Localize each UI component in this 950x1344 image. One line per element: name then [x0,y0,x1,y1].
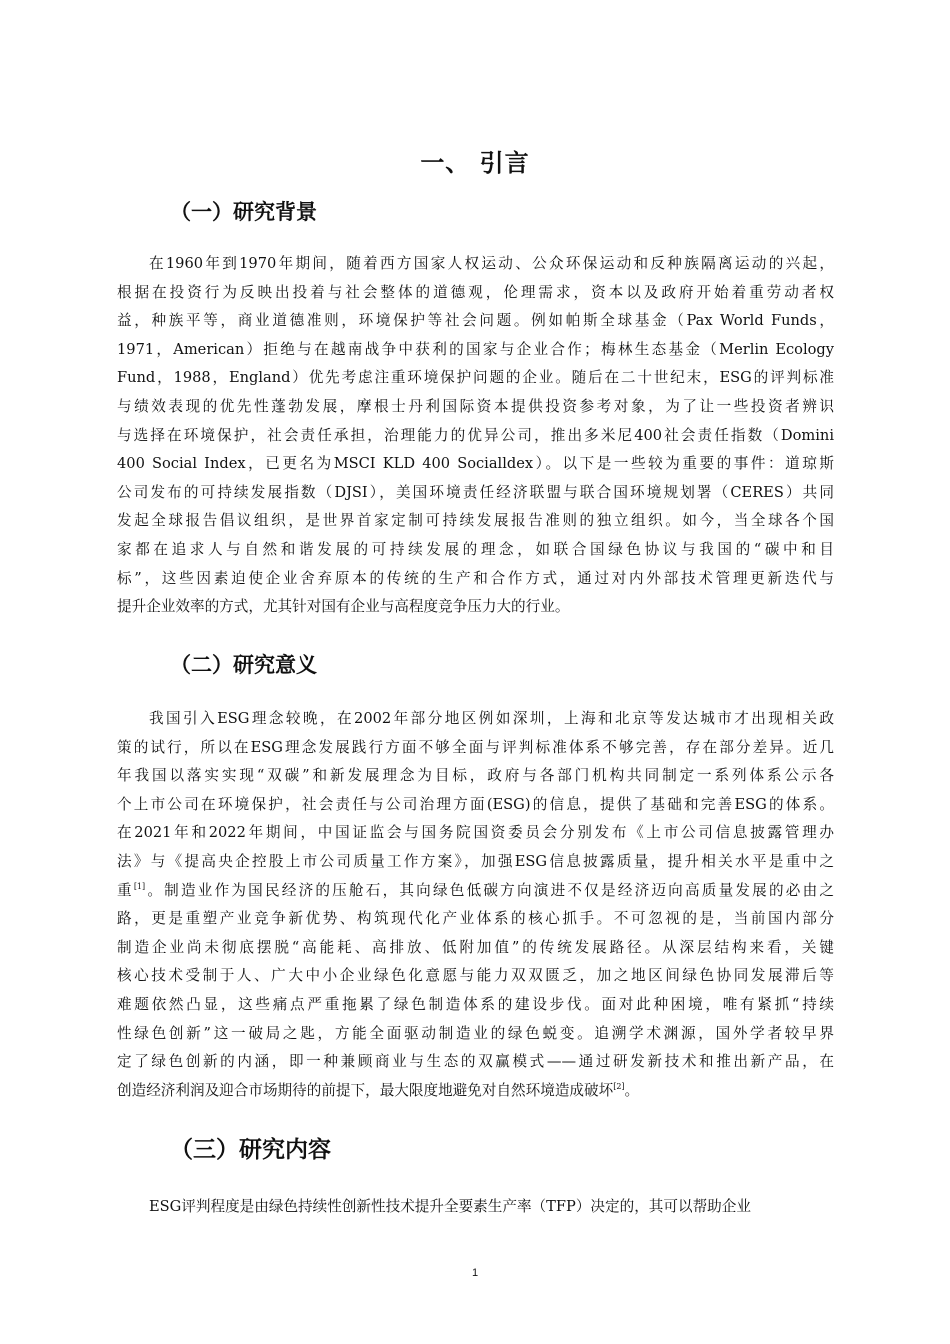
text-line: 根据在投资行为反映出投着与社会整体的道德观，伦理需求，资本以及政府开始着重劳动者权 [117,283,834,301]
section-title-background: （一）研究背景 [170,200,317,224]
text-segment: 创造经济利润及迎合市场期待的前提下，最大限度地避免对自然环境造成破坏 [117,1081,614,1099]
citation-ref[interactable]: [2] [613,1081,625,1091]
text-line: 与绩效表现的优先性蓬勃发展，摩根士丹利国际资本提供投资参考对象，为了让一些投资者辨识 [117,397,834,415]
text-line: 我国引入ESG理念较晚，在2002年部分地区例如深圳，上海和北京等发达城市才出现相关政 [149,710,834,727]
text-line: 发起全球报告倡议组织，是世界首家定制可持续发展报告准则的独立组织。如今，当全球各个国 [117,512,834,530]
text-line: 400 Social Index，已更名为MSCI KLD 400 Socialldex）。以下是一些较为重要的事件：道琼斯 [117,455,834,473]
text-line: 提升企业效率的方式，尤其针对国有企业与高程度竞争压力大的行业。 [117,598,570,616]
text-line [117,1077,834,1106]
text-line: 法》与《提高央企控股上市公司质量工作方案》，加强ESG信息披露质量，提升相关水平是重中之 [117,852,834,870]
text-line: 定了绿色创新的内涵，即一种兼顾商业与生态的双赢模式——通过研发新技术和推出新产品，在 [117,1053,834,1071]
text-line: 公司发布的可持续发展指数（DJSI），美国环境责任经济联盟与联合国环境规划署（CERES）共同 [117,483,834,501]
text-line: 标”，这些因素迫使企业舍弃原本的传统的生产和合作方式，通过对内外部技术管理更新迭代与 [117,569,834,587]
text-line: 家都在追求人与自然和谐发展的可持续发展的理念，如联合国绿色协议与我国的“碳中和目 [117,540,834,558]
text-line: Fund，1988，England）优先考虑注重环境保护问题的企业。随后在二十世纪末，ESG的评判标准 [117,369,834,387]
text-line: 制造企业尚未彻底摆脱“高能耗、高排放、低附加值”的传统发展路径。从深层结构来看，关键 [117,938,834,956]
paragraph-content [117,1193,834,1222]
text-line: 难题依然凸显，这些痛点严重拖累了绿色制造体系的建设步伐。面对此种困境，唯有紧抓“持续 [117,995,834,1013]
section-title-content: （三）研究内容 [170,1137,331,1163]
text-line: 与选择在环境保护，社会责任承担，治理能力的优异公司，推出多米尼400社会责任指数（Domini [117,426,834,444]
text-line: 路，更是重塑产业竞争新优势、构筑现代化产业体系的核心抓手。不可忽视的是，当前国内部分 [117,910,834,928]
section-title-significance: （二）研究意义 [170,653,317,677]
text-line [117,877,834,906]
text-line: 在2021年和2022年期间，中国证监会与国务院国资委员会分别发布《上市公司信息披露管理办 [117,824,834,842]
text-line: 个上市公司在环境保护，社会责任与公司治理方面(ESG)的信息，提供了基础和完善ESG的体系。 [117,795,834,813]
text-line: 年我国以落实实现“双碳”和新发展理念为目标，政府与各部门机构共同制定一系列体系公示各 [117,767,834,785]
text-segment: 。制造业作为国民经济的压舱石，其向绿色低碳方向演进不仅是经济迈向高质量发展的必由之 [145,881,834,899]
text-line: ESG评判程度是由绿色持续性创新性技术提升全要素生产率（TFP）决定的，其可以帮助企业 [149,1198,751,1215]
page-heading: 一、 引言 [420,149,530,177]
page-number: 1 [471,1267,479,1279]
text-segment: 。 [624,1081,640,1099]
text-line: 在1960年到1970年期间，随着西方国家人权运动、公众环保运动和反种族隔离运动的兴起， [149,255,834,272]
text-line: 策的试行，所以在ESG理念发展践行方面不够全面与评判标准体系不够完善，存在部分差异。近几 [117,738,834,756]
paragraph-background [117,250,834,622]
text-line: 核心技术受制于人、广大中小企业绿色化意愿与能力双双匮乏，加之地区间绿色协同发展滞后等 [117,967,834,985]
text-line: 1971，American）拒绝与在越南战争中获利的国家与企业合作；梅林生态基金（Merlin Ecology [117,340,834,358]
text-line: 益，种族平等，商业道德准则，环境保护等社会问题。例如帕斯全球基金（Pax World Funds， [117,312,834,330]
text-line: 性绿色创新”这一破局之匙，方能全面驱动制造业的绿色蜕变。追溯学术渊源，国外学者较早界 [117,1024,834,1042]
text-segment: 重 [117,881,134,899]
paragraph-significance [117,705,834,1105]
citation-ref[interactable]: [1] [133,881,146,891]
